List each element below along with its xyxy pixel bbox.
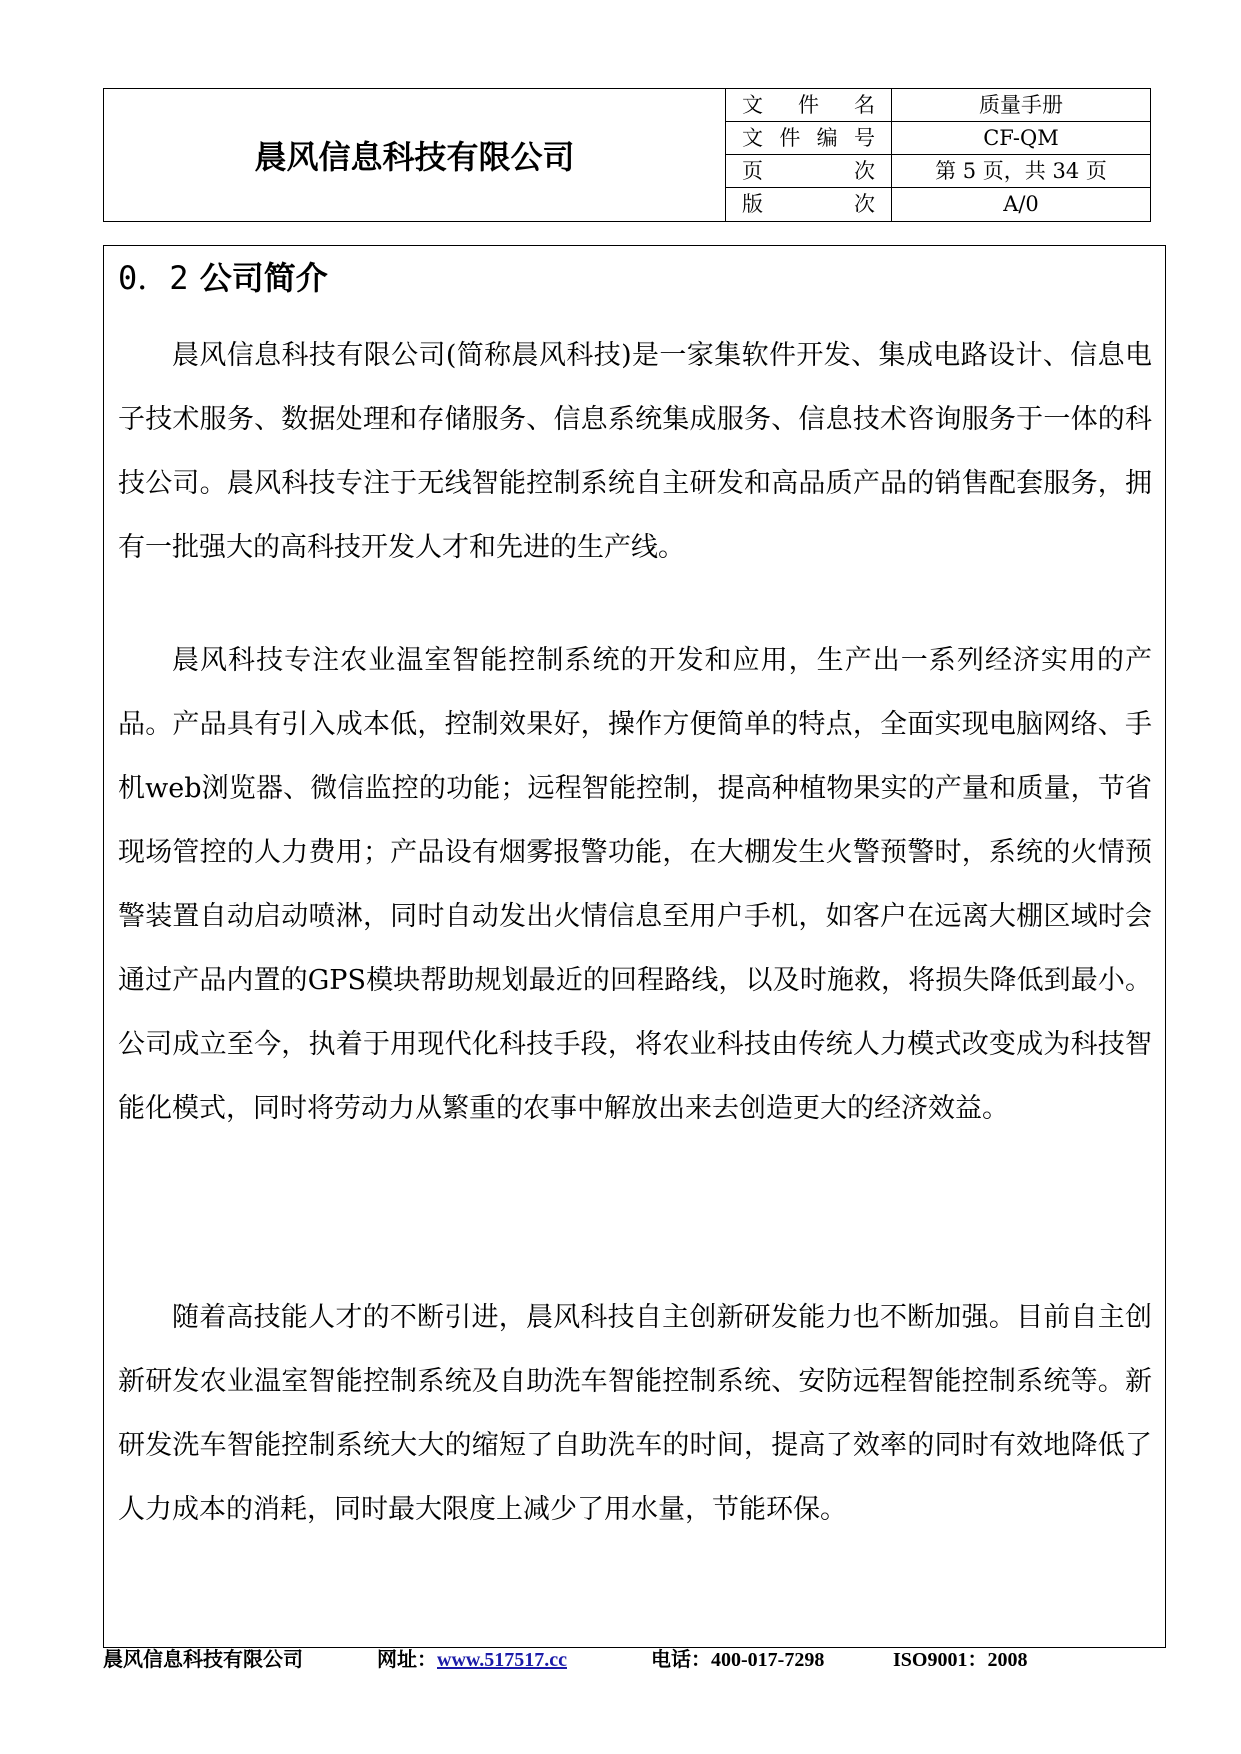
footer-phone-label: 电话： [651,1649,711,1671]
header-value-page: 第 5 页，共 34 页 [935,158,1107,183]
header-value-file-number: CF-QM [983,125,1059,150]
section-title: 公司简介 [199,259,328,297]
section-number: 0．2 [118,259,189,297]
page-footer [103,1642,1163,1678]
section-heading [118,254,328,302]
header-value-version: A/0 [1003,192,1039,216]
footer-phone [651,1642,824,1678]
header-label-file-number: 文 件 编 号 [726,122,892,154]
footer-website [377,1642,567,1678]
footer-iso: ISO9001：2008 [893,1649,1028,1671]
header-label-file-name: 文 件 名 [726,89,892,121]
footer-phone-number: 400-017-7298 [711,1649,825,1671]
header-row-file-number [726,122,1150,155]
document-header-table [103,88,1151,222]
header-value-file-name: 质量手册 [979,92,1063,117]
footer-company: 晨风信息科技有限公司 [103,1649,303,1671]
header-label-version: 版 次 [726,188,892,221]
paragraph-products: 晨风科技专注农业温室智能控制系统的开发和应用，生产出一系列经济实用的产品。产品具有引入成本低，控制效果好，操作方便简单的特点，全面实现电脑网络、手机web浏览器、微信监控的功能；远程智能控制，提高种植物果实的产量和质量，节省现场管控的人力费用；产品设有烟雾报警功能，在大棚发生火警预警时，系统的火情预警装置自动启动喷淋，同时自动发出火情信息至用户手机，如客户在远离大棚区域时会通过产品内置的GPS模块帮助规划最近的回程路线，以及时施救，将损失降低到最小。公司成立至今，执着于用现代化科技手段，将农业科技由传统人力模式改变成为科技智能化模式，同时将劳动力从繁重的农事中解放出来去创造更大的经济效益。 [118,645,1152,1124]
footer-website-link[interactable]: www.517517.cc [437,1649,567,1671]
header-row-version [726,188,1150,221]
content-frame [103,245,1166,1648]
header-row-file-name [726,89,1150,122]
paragraph-research: 随着高技能人才的不断引进，晨风科技自主创新研发能力也不断加强。目前自主创新研发农业温室智能控制系统及自助洗车智能控制系统、安防远程智能控制系统等。新研发洗车智能控制系统大大的缩短了自助洗车的时间，提高了效率的同时有效地降低了人力成本的消耗，同时最大限度上减少了用水量，节能环保。 [118,1302,1152,1525]
footer-website-label: 网址： [377,1649,437,1671]
header-label-page: 页 次 [726,155,892,187]
header-company-name: 晨风信息科技有限公司 [104,89,726,221]
header-row-page [726,155,1150,188]
paragraph-intro: 晨风信息科技有限公司(简称晨风科技)是一家集软件开发、集成电路设计、信息电子技术服务、数据处理和存储服务、信息系统集成服务、信息技术咨询服务于一体的科技公司。晨风科技专注于无线智能控制系统自主研发和高品质产品的销售配套服务，拥有一批强大的高科技开发人才和先进的生产线。 [118,340,1152,563]
